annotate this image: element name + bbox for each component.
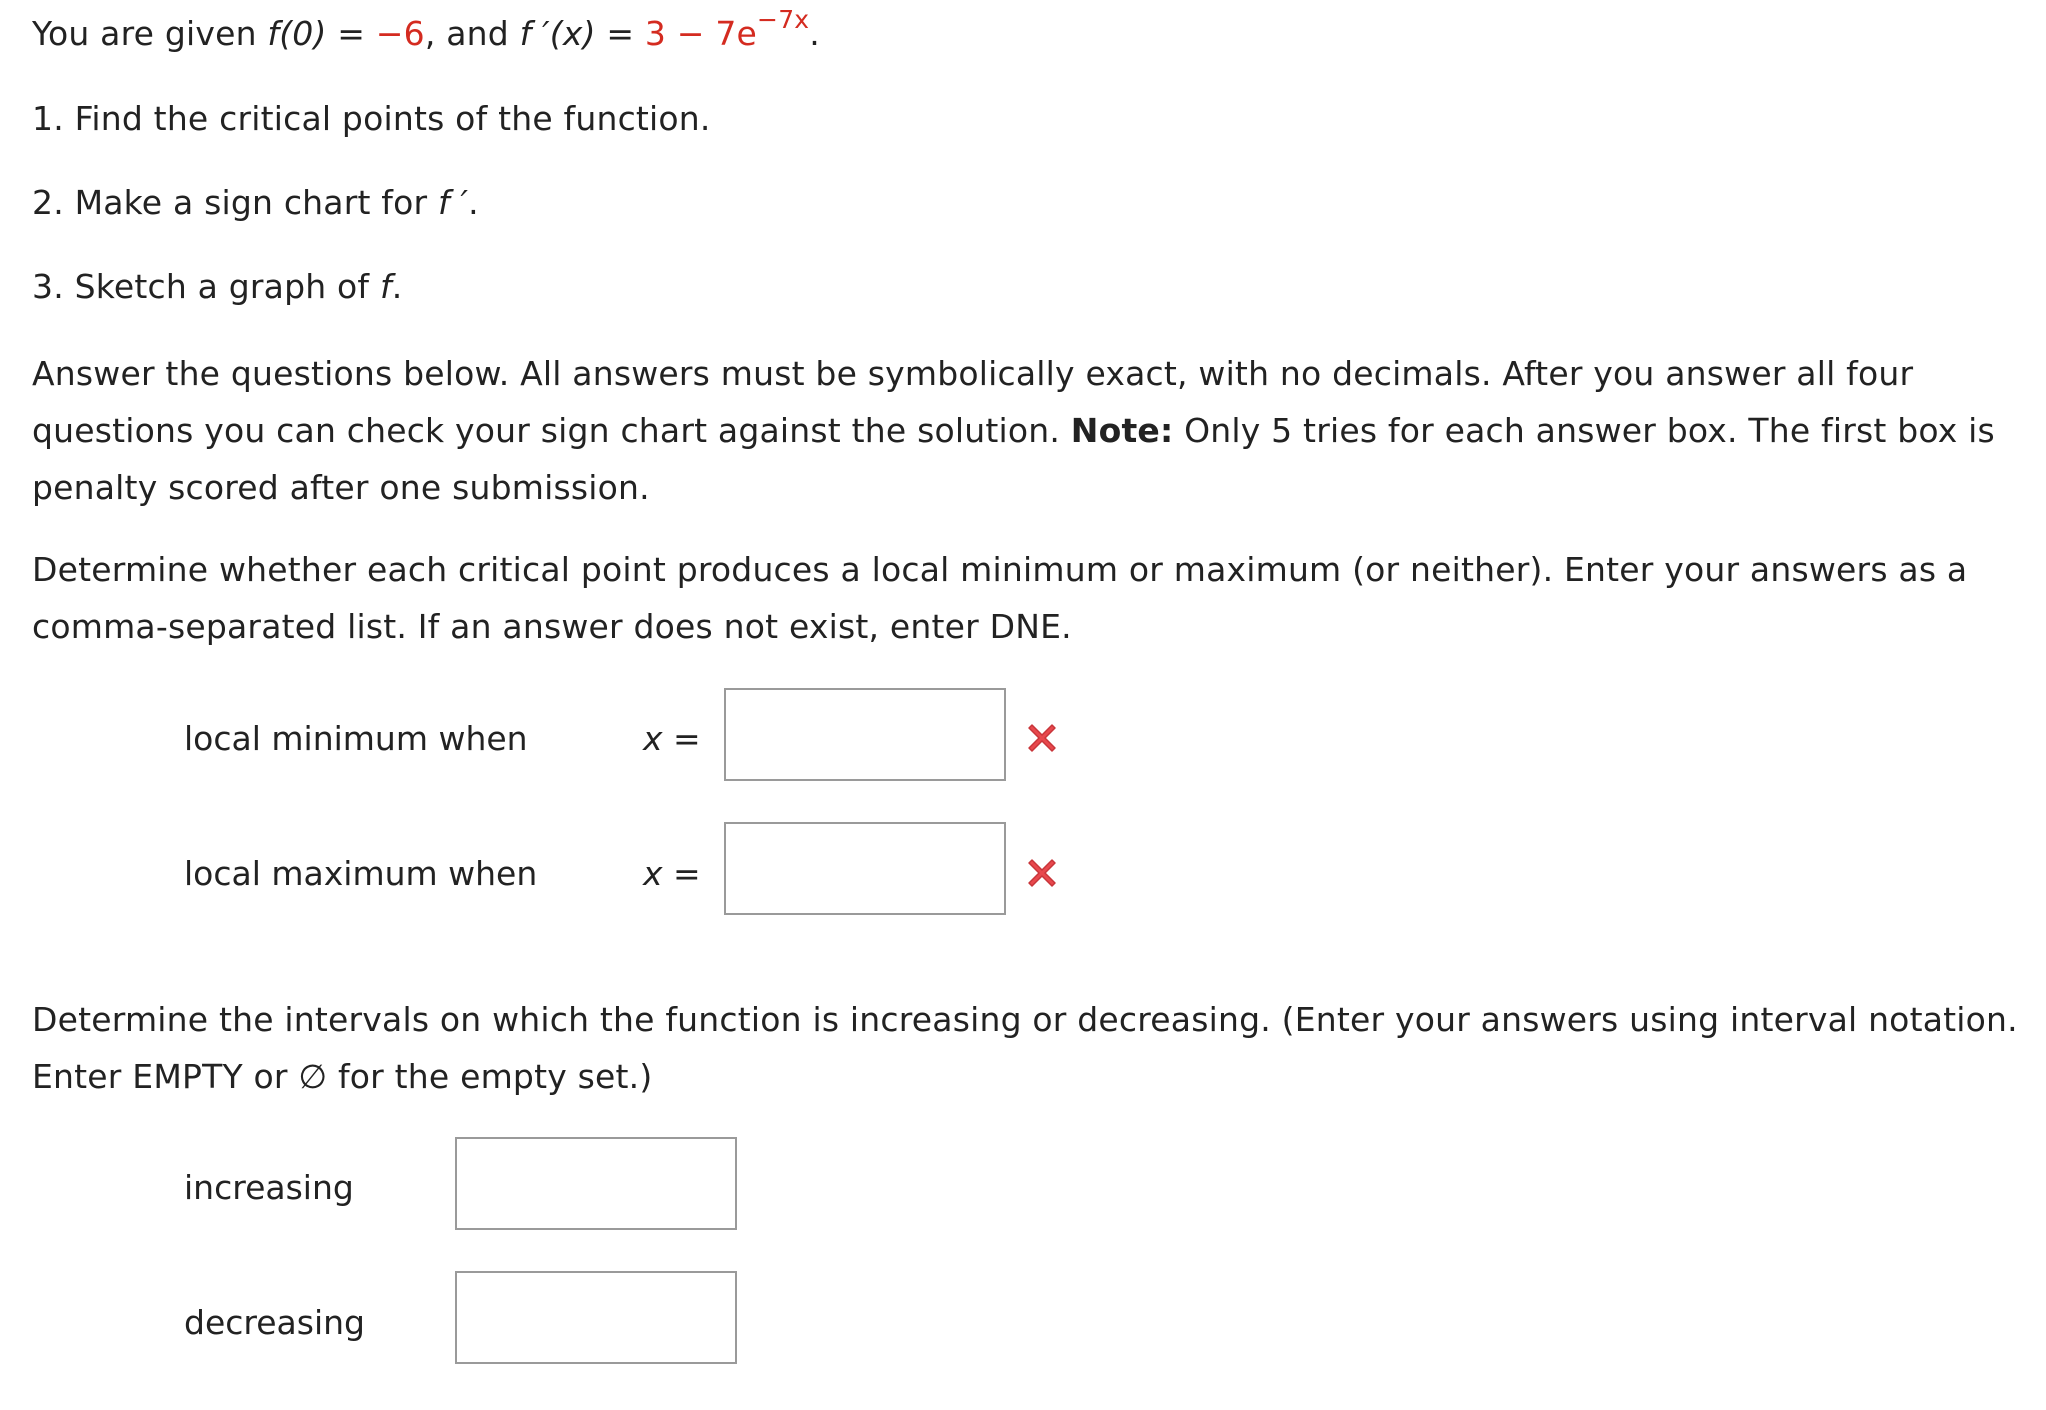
incorrect-x-mark-icon [1022,853,1062,893]
step-3-prefix: 3. Sketch a graph of [32,267,380,306]
note-label: Note: [1070,411,1174,450]
increasing-label: increasing [184,1168,354,1207]
local-max-var: x = [643,854,701,893]
fprime-lhs: f ′(x) = [519,14,645,53]
local-max-input[interactable] [724,822,1006,915]
increasing-input[interactable] [455,1137,737,1230]
local-min-label: local minimum when [184,719,528,758]
step-3-suffix: . [391,267,403,306]
instructions-text-1: Answer the questions below. All answers must be symbolically exact, with no decimals. After you answer all four questions you can check your sign chart against the solution. [32,354,1914,450]
step-2-var: f ′ [437,183,469,222]
step-2-prefix: 2. Make a sign chart for [32,183,438,222]
local-max-label: local maximum when [184,854,538,893]
f0-value: −6 [375,14,425,53]
fprime-exponent: −7x [757,5,810,34]
step-2 [32,182,479,224]
decreasing-label: decreasing [184,1303,365,1342]
step-2-suffix: . [468,183,479,222]
f0-lhs: f(0) = [267,14,376,53]
problem-intro [32,5,820,58]
step-3 [32,266,402,308]
intro-end: . [809,14,820,53]
decreasing-input[interactable] [455,1271,737,1364]
step-1-text: 1. Find the critical points of the function. [32,99,711,138]
intro-separator: , and [424,14,520,53]
critical-points-instructions: Determine whether each critical point produces a local minimum or maximum (or neither). Enter your answers as a comma-separated list. If an answer does not exist, enter DNE. [32,550,1968,646]
step-1 [32,98,711,140]
intro-prefix: You are given [32,14,268,53]
step-3-var: f [379,267,392,306]
local-min-input[interactable] [724,688,1006,781]
fprime-rhs: 3 − 7e [644,14,758,53]
intervals-instructions: Determine the intervals on which the function is increasing or decreasing. (Enter your answers using interval notation. Enter EMPTY or ∅ for the empty set.) [32,1000,2018,1096]
local-min-var: x = [643,719,701,758]
incorrect-x-mark-icon [1022,718,1062,758]
instructions-paragraph [32,345,2022,516]
instructions-text-2: Only 5 tries for each answer box. The first box is penalty scored after one submission. [32,411,1995,507]
